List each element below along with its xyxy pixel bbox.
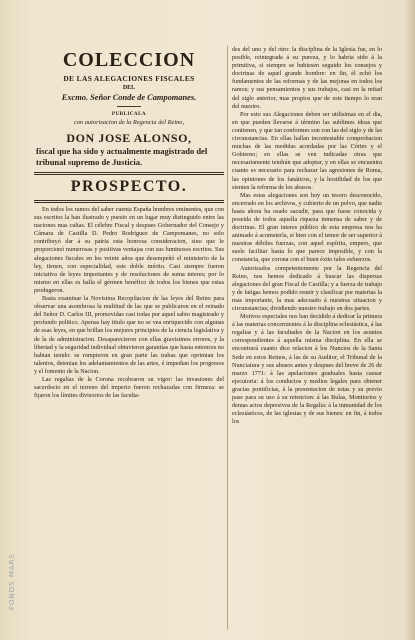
section-heading: PROSPECTO. (70, 178, 188, 195)
short-rule (117, 106, 141, 107)
publicada-label: PUBLICALA (111, 111, 147, 117)
section-rule-top (34, 172, 224, 175)
del-label: DEL (122, 85, 136, 91)
section-rule-bottom (34, 200, 224, 203)
left-paragraph-3: Las regalias de la Corona recobraron su vigor: las invasiones del sacerdocio en el terreno del imperio fueron rechazadas con firmeza: se fijaron los límites divisorios de las faculta- (34, 375, 224, 400)
author-line: Excmo. Señor Conde de Campomanes. (61, 93, 197, 102)
right-paragraph-2: Por esto sus Alegaciones deben ser utilisimas en el dia, en que pueden llevarse á término las sublimes ideas que contienen, y que tan conformes son con las del siglo y de las circunstancias. En ellas hallan incontestable comprobacion muchas de las medidas acordadas por las Córtes y el Gobierno; en ellas se ven indicadas otras que necesariamente tendrán que adoptar, y en ellas se encuentra cuanto es necesario para rechazar las agresiones de Roma, las opiniones de los fanáticos, y la hostilidad de los que sienten la reforma de los abusos. (232, 110, 382, 191)
right-paragraph-1: des del uno y del otro: la disciplina de la Iglesia fue, en lo posible, reintegrada á su pureza, y lo habria sido á la primitiva, si siempre se hubiesen seguido los consejos y doctrinas de aquel grande hombre: en fin, él echó los fundamentos de las reformas y de las mejoras en todos los ramos; y sus pensamientos y sus trabajos, casi en la mitad del siglo anterior, mas propios que de este tiempo lo eran del nuestro. (232, 46, 382, 110)
authorization-line: con autorizacion de la Regencia del Reino, (73, 119, 185, 126)
document-subtitle: DE LAS ALEGACIONES FISCALES (63, 74, 195, 83)
right-paragraph-5: Motivos especiales nos han decidido á dedicar la primera á las materias concernientes á la disciplina eclesiástica, á las regalias y á las facultades de la Nacion en los asuntos correspondientes á aquella misma disciplina. En ella se encontrará cuanto dice relacion á los Nuncios de la Santa Sede en estos Reinos, á las de su Auditor, el Tribunal de la Nunciatura y sus abusos antes y despues del breve de 26 de marzo 1771: á las apelaciones graduales hasta causar ejecutoria: á los conductos y medios legales para obtener gracias pontificias, á la presentacion de estas y su previo pase para su uso á su retencion: á las Bulas, Monitorios y demas actos depresivos de la Regalia: á la inmunidad de los eclesiásticos, de las iglesias y de sus bienes: en fin, á todos los (232, 313, 382, 426)
editor-name: DON JOSE ALONSO, (66, 131, 192, 145)
column-divider (227, 46, 228, 630)
left-paragraph-2: Basta examinar la Novisima Recopilacion de las leyes del Reino para observar una asombrosa la multitud de las que se publicaron en el reinado del Señor D. Carlos III, promovidas casi todas por aquel sabio magistrado y profundo politico. Apenas hay titulo que no se vea enriquecido con algunas de esas leyes, en que brillan los mejores principios de la ciencia legislativa y de la de administracion. Desaparecieron con ellas gravisimos errores, y la libertad y la seguridad individual obtuvieron garantías que hasta entonces no habian tenido: se rompieron en gran parte las trabas que oprimian los talentos, detenian los adelantamientos de las artes, é impedian los progresos y el fomento de la Nacion. (34, 295, 224, 375)
document-title: COLECCION (62, 49, 196, 71)
right-column (232, 46, 382, 426)
right-paragraph-3: Mas estas alegaciones son hoy un tesoro desconocido, encerrado en los archivos, y cubierto de un polvo, que nadie hasta ahora ha osado sacudir, para que fuese conocida y poseida de todos aquella riqueza inmensa de saber y de doctrinas. El gran interes público de esta empresa nos ha animado á acometerla, si bien con el temor de ser superior á nuestras débiles fuerzas, con aquel espíritu, empero, que suele facilitar hasta lo que parece imposible, y con la constancia, que corona con el buen éxito tales esfuerzos. (232, 191, 382, 264)
right-paragraph-4: Autorizados competentemente por la Regencia del Reino, nos hemos dedicado á buscar las dispersas alegaciones del gran Fiscal de Castilla; y a fuerza de trabajo y de fatigas hemos podido reunir y clasificar por materias la mas importante, la mas adecuado á nuestras situacion y circunstancias; dividiendo nuestro trabajo en dos partes. (232, 264, 382, 312)
left-column (34, 46, 224, 400)
left-paragraph-1: En todos los ramos del saber cuenta España hombres eminentes, que con sus escritos la han ilustrado y puesto en un lugar muy distinguido entre las naciones mas cultas. El célebre Fiscal y despues Gobernador del Consejo y Cámara de Castilla D. Pedro Rodriguez de Campomanes, no solo contribuyó dar á su patria esta honrosa consideracion, sino que le proporcionó numerosas y positivas ventajas con sus luminosos escritos. Sus alegaciones fiscales en los veinte años que desempeñó el ministerio de la ley, tienen, con especialidad, este doble mérito. Casi siempre fueron iniciativa de leyes importantes y de resoluciones de suma interes; por lo mismo en ellas es halla el gérmen benéfico de todos los bienes que estas produgeron. (34, 206, 224, 294)
page-edge-shadow (405, 0, 415, 640)
archive-stamp: FONDS MARS (8, 553, 16, 610)
editor-description: fiscal que ha sido y actualmente magistrado del tribunal supremo de Justicia. (36, 146, 208, 167)
